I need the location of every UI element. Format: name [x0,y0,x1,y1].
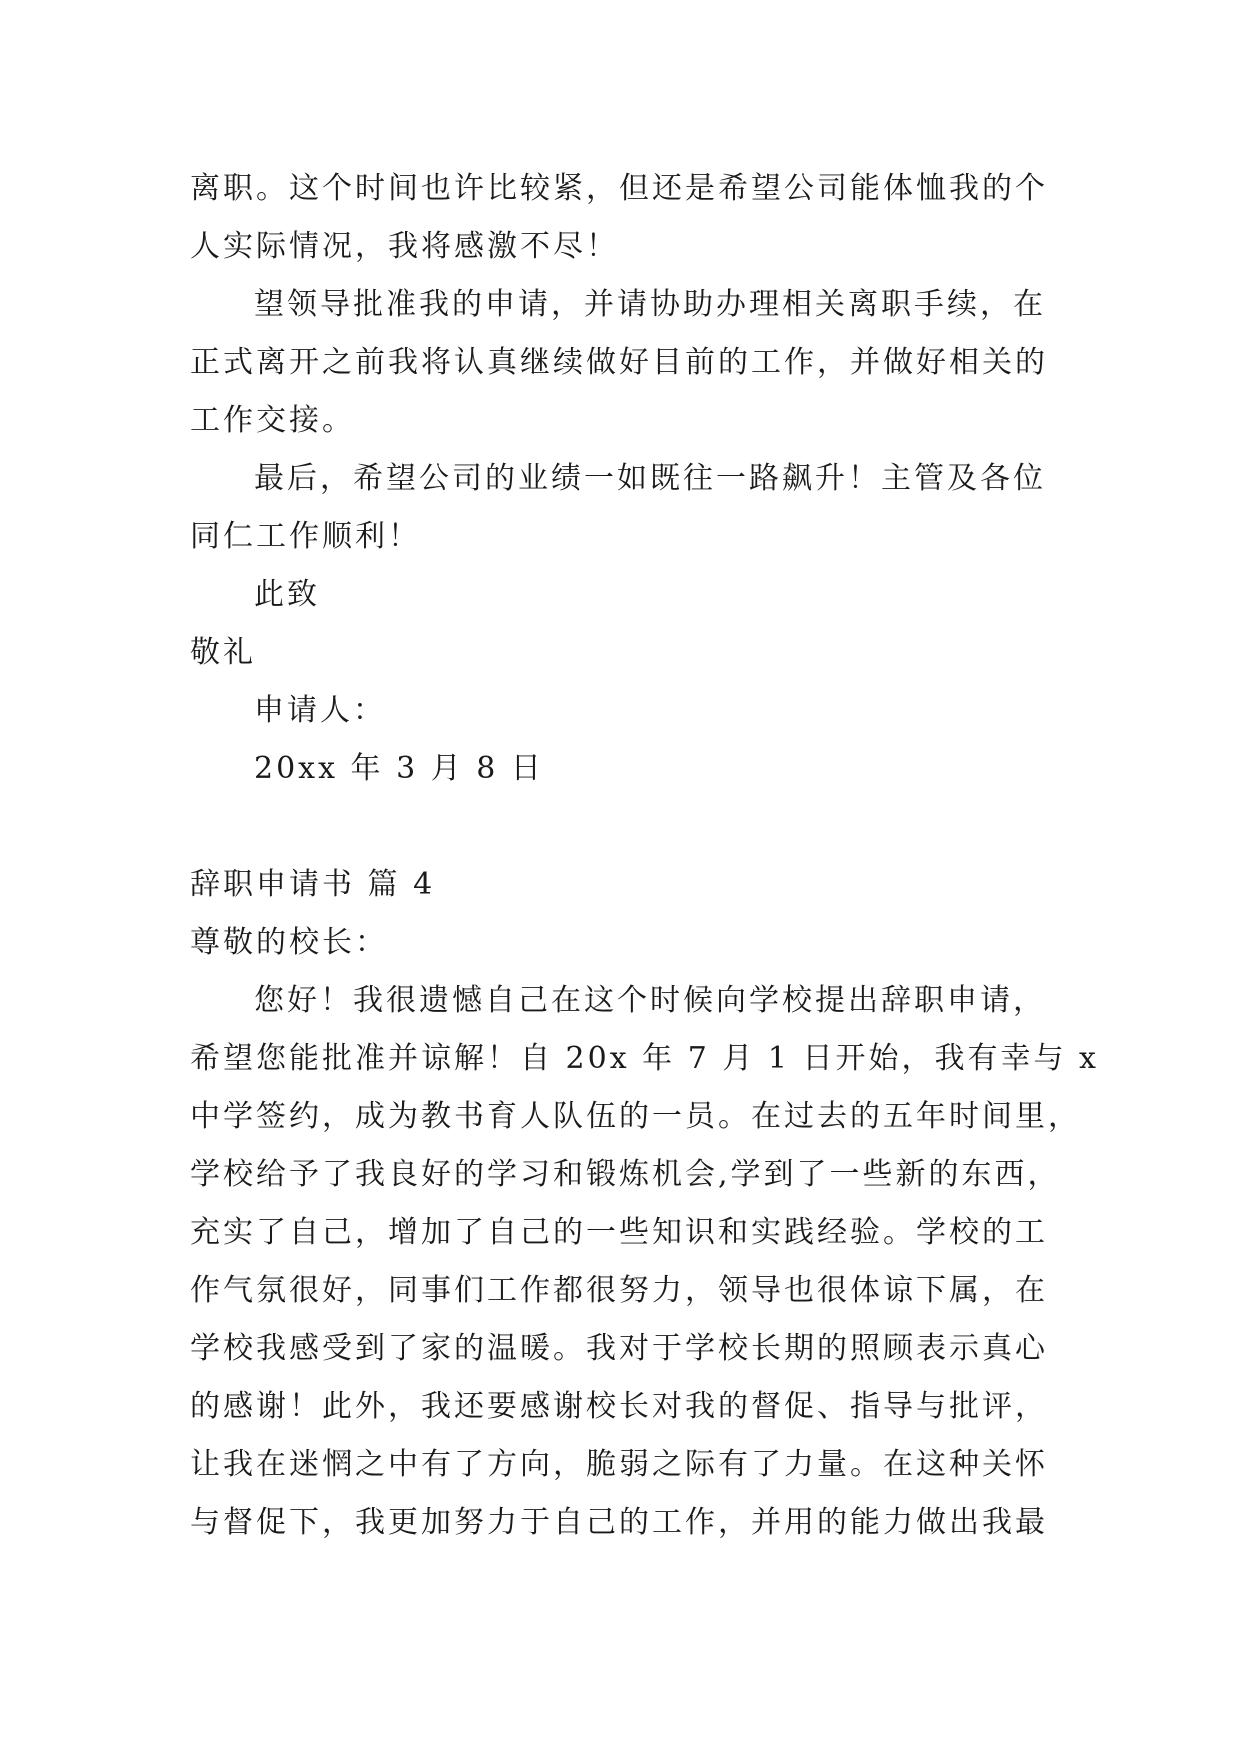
document-page [190,160,1099,1552]
text-line: 最后，希望公司的业绩一如既往一路飙升！主管及各位 [254,461,1046,496]
text-line: 同仁工作顺利！ [190,519,421,554]
text-line: 充实了自己，增加了自己的一些知识和实践经验。学校的工 [190,1215,1048,1250]
text-line: 中学签约，成为教书育人队伍的一员。在过去的五年时间里， [190,1099,1081,1134]
text-line: 的感谢！此外，我还要感谢校长对我的督促、指导与批评， [190,1389,1048,1424]
text-line: 正式离开之前我将认真继续做好目前的工作，并做好相关的 [190,345,1048,380]
text-line: 望领导批准我的申请，并请协助办理相关离职手续，在 [254,287,1046,322]
text-line: 您好！我很遗憾自己在这个时候向学校提出辞职申请， [254,983,1046,1018]
text-line: 离职。这个时间也许比较紧，但还是希望公司能体恤我的个 [190,171,1048,206]
section-gap [190,798,1050,856]
letter-date: 20xx 年 3 月 8 日 [254,751,544,786]
text-line: 与督促下，我更加努力于自己的工作，并用的能力做出我最 [190,1505,1048,1540]
text-line: 学校给予了我良好的学习和锻炼机会,学到了一些新的东西， [190,1157,1061,1192]
applicant-label: 申请人： [254,693,386,728]
section-heading: 辞职申请书 篇 4 [190,867,436,902]
text-line: 希望您能批准并谅解！自 20x 年 7 月 1 日开始，我有幸与 x [190,1041,1099,1076]
text-line: 作气氛很好，同事们工作都很努力，领导也很体谅下属，在 [190,1273,1048,1308]
text-line: 学校我感受到了家的温暖。我对于学校长期的照顾表示真心 [190,1331,1048,1366]
text-line: 让我在迷惘之中有了方向，脆弱之际有了力量。在这种关怀 [190,1447,1048,1482]
closing-phrase: 此致 [254,577,320,612]
text-line: 工作交接。 [190,403,355,438]
salutation: 尊敬的校长： [190,925,388,960]
closing-regards: 敬礼 [190,635,256,670]
text-line: 人实际情况，我将感激不尽！ [190,229,619,264]
